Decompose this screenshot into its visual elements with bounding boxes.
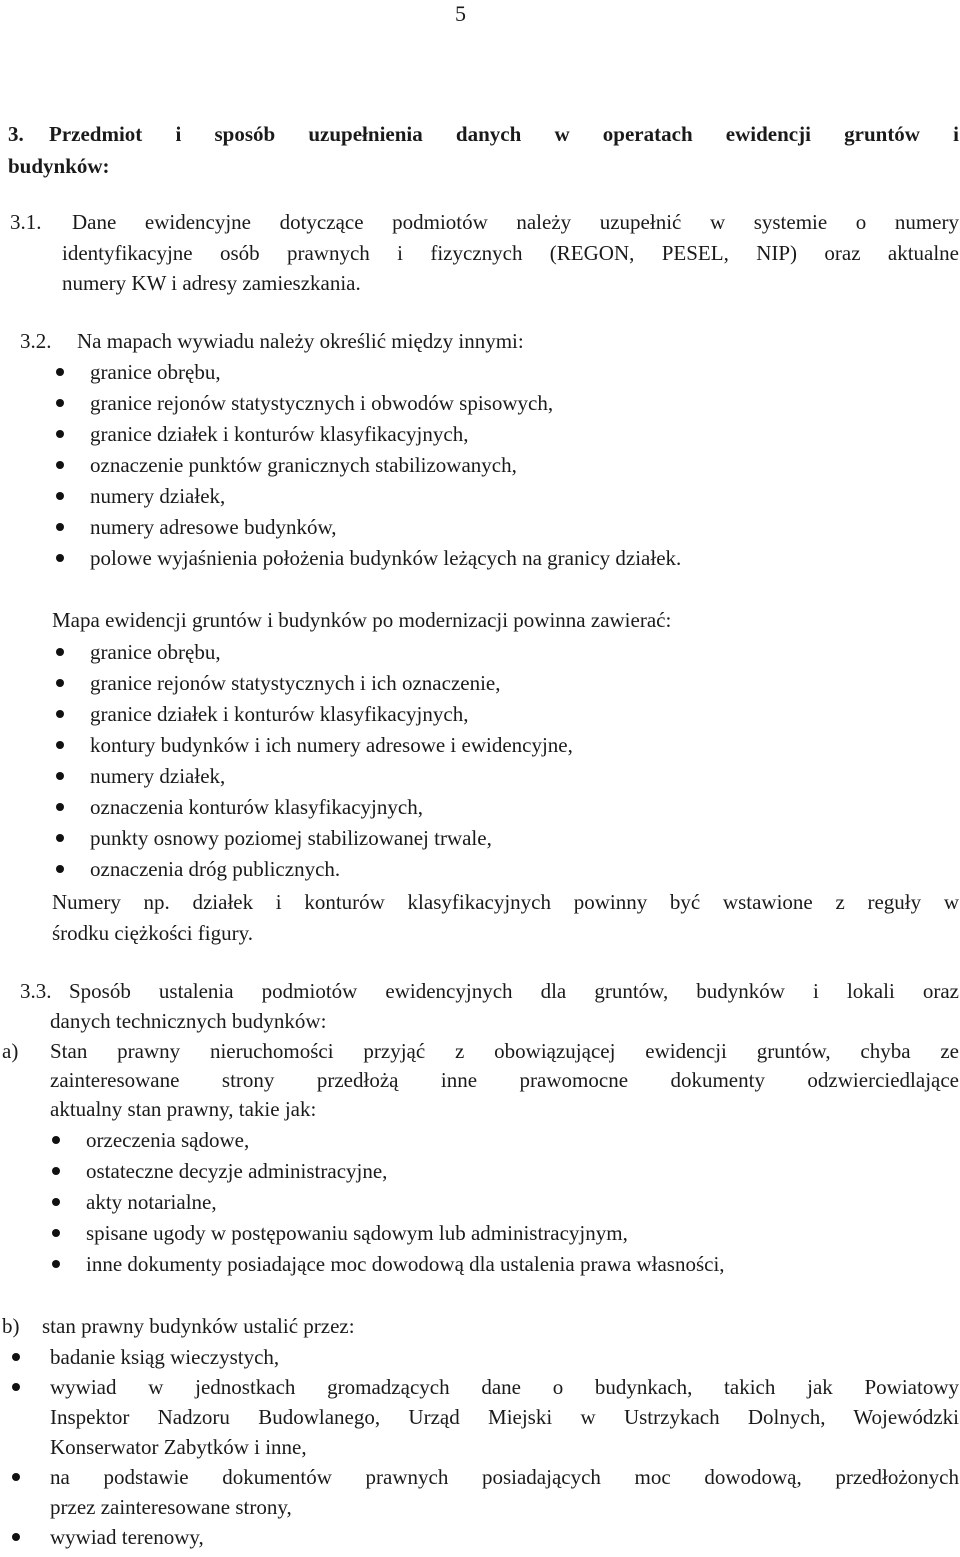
section-3-2-intro: Na mapach wywiadu należy określić między innymi: [77, 329, 524, 353]
list-item-text: Konserwator Zabytków i inne, [50, 1435, 307, 1459]
bullet-icon [56, 554, 64, 562]
list-item [0, 1156, 960, 1187]
list-item [0, 1125, 960, 1156]
list-item [0, 1218, 960, 1249]
list-item [0, 637, 960, 668]
bullet-icon [56, 492, 64, 500]
bullet-icon [56, 648, 64, 656]
list-item-text: przez zainteresowane strony, [50, 1495, 292, 1519]
bullet-icon [56, 741, 64, 749]
list-item-text: ostateczne decyzje administracyjne, [86, 1159, 388, 1183]
list-item-text: badanie ksiąg wieczystych, [50, 1345, 280, 1369]
section-3-1-line: numery KW i adresy zamieszkania. [62, 271, 361, 295]
item-a-line: aktualny stan prawny, takie jak: [50, 1097, 317, 1121]
list-item [0, 1249, 960, 1280]
list-item [0, 419, 960, 450]
list-item-text: orzeczenia sądowe, [86, 1128, 250, 1152]
list-item [0, 543, 960, 574]
item-b-label: b) [2, 1314, 20, 1338]
list-item [0, 823, 960, 854]
list-item-text: numery działek, [90, 764, 226, 788]
item-a-line: Stan prawny nieruchomości przyjąć z obowiązującej ewidencji gruntów, chyba ze [50, 1039, 959, 1063]
bullet-icon [12, 1383, 20, 1391]
legal-documents-list [0, 1125, 960, 1280]
section-3-1-line: Dane ewidencyjne dotyczące podmiotów należy uzupełnić w systemie o numery [72, 210, 959, 234]
map-contents-intro: Mapa ewidencji gruntów i budynków po modernizacji powinna zawierać: [52, 608, 672, 632]
bullet-icon [56, 368, 64, 376]
list-item [0, 512, 960, 543]
list-item [0, 450, 960, 481]
bullet-icon [52, 1260, 60, 1268]
list-item-text: numery adresowe budynków, [90, 515, 337, 539]
bullet-icon [52, 1167, 60, 1175]
section-3-heading-cont: budynków: [8, 154, 110, 178]
bullet-icon [56, 430, 64, 438]
list-item-text: oznaczenia dróg publicznych. [90, 857, 341, 881]
list-item-text: kontury budynków i ich numery adresowe i ewidencyjne, [90, 733, 573, 757]
page-number: 5 [455, 1, 466, 26]
bullet-icon [52, 1229, 60, 1237]
item-b-text: stan prawny budynków ustalić przez: [42, 1314, 355, 1338]
list-item-text: akty notarialne, [86, 1190, 217, 1214]
list-item-text: granice obrębu, [90, 640, 221, 664]
bullet-icon [56, 523, 64, 531]
list-item-text: wywiad terenowy, [50, 1525, 204, 1549]
section-3-3-line: danych technicznych budynków: [50, 1009, 327, 1033]
list-item-text: wywiad w jednostkach gromadzących dane o budynkach, takich jak Powiatowy [50, 1375, 959, 1399]
map-survey-list [0, 357, 960, 574]
list-item [0, 668, 960, 699]
bullet-icon [56, 710, 64, 718]
section-3-heading: Przedmiot i sposób uzupełnienia danych w operatach ewidencji gruntów i [49, 122, 959, 146]
section-3-number: 3. [8, 122, 24, 146]
bullet-icon [56, 803, 64, 811]
map-contents-list [0, 637, 960, 885]
list-item [0, 761, 960, 792]
section-3-1-number: 3.1. [10, 210, 42, 234]
list-item-text: na podstawie dokumentów prawnych posiadających moc dowodową, przedłożonych [50, 1465, 959, 1489]
bullet-icon [56, 399, 64, 407]
bullet-icon [56, 461, 64, 469]
list-item-text: spisane ugody w postępowaniu sądowym lub administracyjnym, [86, 1221, 628, 1245]
bullet-icon [56, 865, 64, 873]
list-item-text: polowe wyjaśnienia położenia budynków leżących na granicy działek. [90, 546, 682, 570]
section-3-1-line: identyfikacyjne osób prawnych i fizycznych (REGON, PESEL, NIP) oraz aktualne [62, 241, 959, 265]
section-3-3-line: Sposób ustalenia podmiotów ewidencyjnych dla gruntów, budynków i lokali oraz [69, 979, 959, 1003]
list-item [0, 699, 960, 730]
bullet-icon [52, 1198, 60, 1206]
list-item-text: oznaczenie punktów granicznych stabilizowanych, [90, 453, 517, 477]
list-item [0, 792, 960, 823]
list-item [0, 388, 960, 419]
bullet-icon [56, 834, 64, 842]
item-a-label: a) [2, 1039, 19, 1063]
section-3-2-number: 3.2. [20, 329, 52, 353]
item-a-line: zainteresowane strony przedłożą inne prawomocne dokumenty odzwierciedlające [50, 1068, 959, 1092]
list-item [0, 481, 960, 512]
list-item [0, 854, 960, 885]
list-item [0, 357, 960, 388]
list-item-text: granice działek i konturów klasyfikacyjnych, [90, 422, 469, 446]
section-3-3-number: 3.3. [20, 979, 52, 1003]
list-item-text: oznaczenia konturów klasyfikacyjnych, [90, 795, 423, 819]
list-item [0, 730, 960, 761]
list-item-text: granice rejonów statystycznych i ich oznaczenie, [90, 671, 501, 695]
list-item [0, 1187, 960, 1218]
list-item-text: inne dokumenty posiadające moc dowodową dla ustalenia prawa własności, [86, 1252, 725, 1276]
bullet-icon [12, 1473, 20, 1481]
list-item-text: granice działek i konturów klasyfikacyjnych, [90, 702, 469, 726]
bullet-icon [12, 1533, 20, 1541]
list-item-text: granice rejonów statystycznych i obwodów spisowych, [90, 391, 554, 415]
bullet-icon [52, 1136, 60, 1144]
note-line: środku ciężkości figury. [52, 921, 253, 945]
bullet-icon [12, 1353, 20, 1361]
note-line: Numery np. działek i konturów klasyfikacyjnych powinny być wstawione z reguły w [52, 890, 959, 914]
list-item-text: punkty osnowy poziomej stabilizowanej trwale, [90, 826, 492, 850]
bullet-icon [56, 679, 64, 687]
list-item-text: granice obrębu, [90, 360, 221, 384]
list-item-text: numery działek, [90, 484, 226, 508]
list-item-text: Inspektor Nadzoru Budowlanego, Urząd Miejski w Ustrzykach Dolnych, Wojewódzki [50, 1405, 959, 1429]
bullet-icon [56, 772, 64, 780]
